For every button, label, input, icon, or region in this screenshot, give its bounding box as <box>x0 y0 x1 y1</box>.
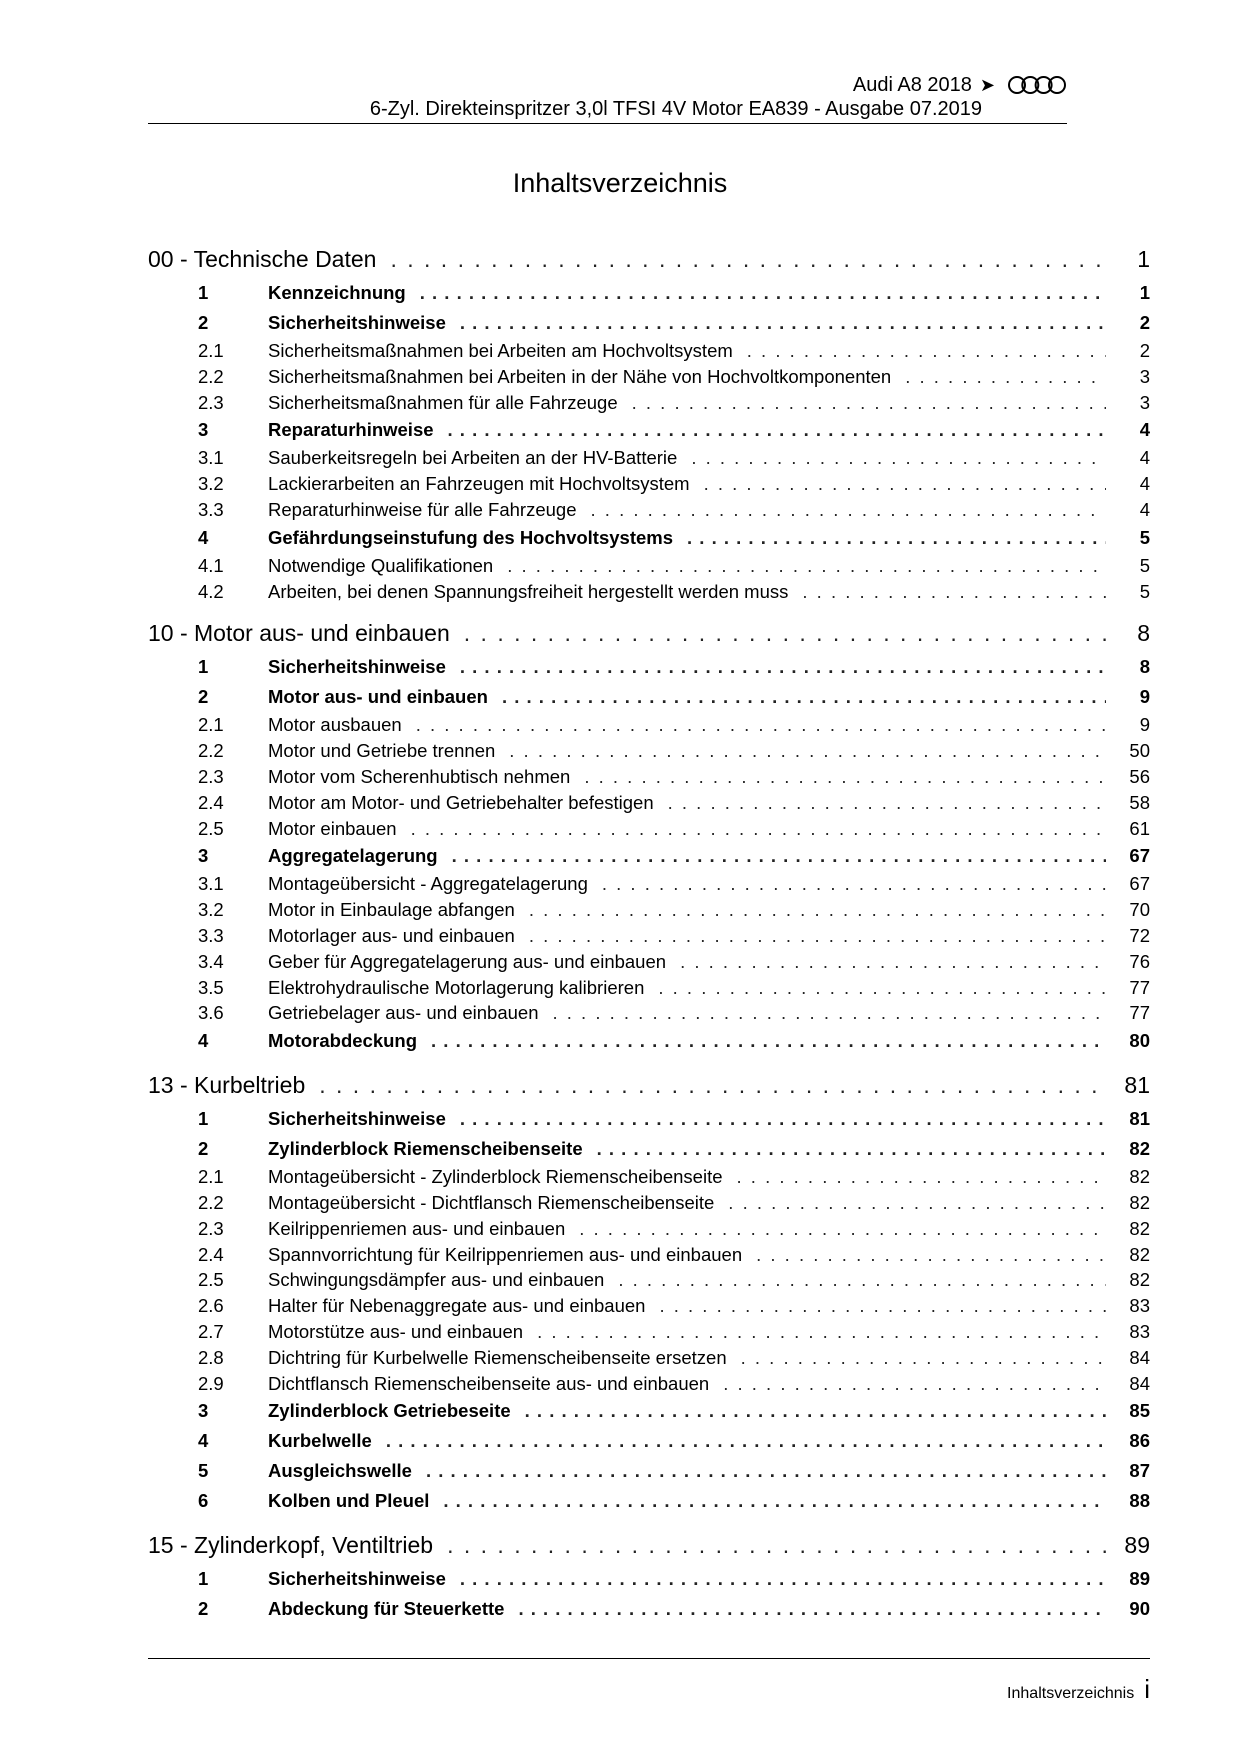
dot-leader <box>460 1564 1106 1594</box>
dot-leader <box>618 1267 1106 1293</box>
toc-page-number: 8 <box>1137 620 1150 647</box>
toc-page-number: 89 <box>1129 1568 1150 1590</box>
toc-entry-number: 2.3 <box>198 765 224 787</box>
car-model: Audi A8 2018 <box>852 73 972 96</box>
toc-entry-title: Motor einbauen <box>268 817 397 839</box>
toc-entry-number: 1 <box>198 1568 209 1590</box>
toc-page-number: 82 <box>1129 1138 1150 1160</box>
toc-entry-title: Dichtring für Kurbelwelle Riemenscheibenseite ersetzen <box>268 1346 727 1368</box>
toc-page-number: 2 <box>1139 312 1150 333</box>
toc-entry-number: 2.2 <box>198 1191 224 1213</box>
toc-page-number: 3 <box>1139 391 1150 413</box>
toc-section-row[interactable] <box>148 1486 1150 1516</box>
dot-leader <box>597 1134 1106 1164</box>
toc-page-number: 1 <box>1139 282 1150 303</box>
toc-section-row[interactable] <box>148 1564 1150 1594</box>
toc-sub-row[interactable] <box>148 816 1150 842</box>
dot-leader <box>416 712 1106 738</box>
toc-section-row[interactable] <box>148 278 1150 308</box>
toc-sub-row[interactable] <box>148 1164 1150 1190</box>
dot-leader <box>529 923 1106 949</box>
dot-leader <box>411 816 1106 842</box>
toc-entry-title: Motor vom Scherenhubtisch nehmen <box>268 765 571 787</box>
dot-leader <box>668 790 1106 816</box>
toc-entry-title: Dichtflansch Riemenscheibenseite aus- und einbauen <box>268 1372 710 1394</box>
toc-sub-row[interactable] <box>148 1319 1150 1345</box>
dot-leader <box>584 764 1106 790</box>
toc-page-number: 77 <box>1129 976 1150 998</box>
dot-leader <box>509 738 1106 764</box>
toc-page-number: 83 <box>1129 1295 1150 1317</box>
dot-leader <box>518 1594 1106 1624</box>
toc-page-number: 81 <box>1124 1072 1150 1099</box>
toc-entry-title: Keilrippenriemen aus- und einbauen <box>268 1217 566 1239</box>
toc-page-number: 8 <box>1139 656 1150 678</box>
toc-entry-title: Reparaturhinweise für alle Fahrzeuge <box>268 498 577 520</box>
toc-entry-number: 2.9 <box>198 1372 224 1394</box>
toc-entry-number: 2 <box>198 686 209 708</box>
dot-leader <box>747 338 1106 364</box>
dot-leader <box>659 1293 1106 1319</box>
toc-entry-number: 2.8 <box>198 1346 224 1368</box>
toc-entry-title: 15 - Zylinderkopf, Ventiltrieb <box>148 1532 434 1559</box>
toc-sub-row[interactable] <box>148 871 1150 897</box>
toc-sub-row[interactable] <box>148 897 1150 923</box>
toc-sub-row[interactable] <box>148 738 1150 764</box>
toc-entry-title: Geber für Aggregatelagerung aus- und einbauen <box>268 950 667 972</box>
toc-entry-title: Zylinderblock Riemenscheibenseite <box>268 1138 583 1160</box>
toc-entry-title: Motor in Einbaulage abfangen <box>268 899 515 921</box>
toc-section-row[interactable] <box>148 1026 1150 1056</box>
toc-page-number: 9 <box>1139 686 1150 708</box>
dot-leader <box>447 1526 1106 1564</box>
dot-leader <box>704 471 1106 497</box>
toc-page-number: 83 <box>1129 1320 1150 1342</box>
toc-sub-row[interactable] <box>148 975 1150 1001</box>
toc-section-row[interactable] <box>148 1426 1150 1456</box>
toc-sub-row[interactable] <box>148 1371 1150 1397</box>
toc-section-row[interactable] <box>148 1134 1150 1164</box>
toc-section-row[interactable] <box>148 1396 1150 1426</box>
toc-page-number: 77 <box>1129 1002 1150 1024</box>
toc-sub-row[interactable] <box>148 1267 1150 1293</box>
toc-page-number: 87 <box>1129 1460 1150 1482</box>
toc-page-number: 72 <box>1129 924 1150 946</box>
toc-entry-number: 2.1 <box>198 714 224 736</box>
toc-entry-number: 2.1 <box>198 1166 224 1188</box>
toc-sub-row[interactable] <box>148 338 1150 364</box>
toc-page-number: 82 <box>1129 1269 1150 1291</box>
toc-entry-title: Sicherheitshinweise <box>268 1568 446 1590</box>
toc-entry-number: 3.5 <box>198 976 224 998</box>
toc-entry-number: 2.4 <box>198 791 224 813</box>
toc-entry-number: 1 <box>198 282 209 303</box>
toc-page-number: 67 <box>1129 845 1150 867</box>
toc-section-row[interactable] <box>148 308 1150 338</box>
toc-page-number: 4 <box>1139 498 1150 520</box>
toc-entry-number: 2 <box>198 1598 209 1620</box>
toc-entry-title: Kennzeichnung <box>268 282 406 303</box>
toc-section-row[interactable] <box>148 652 1150 682</box>
toc-sub-row[interactable] <box>148 553 1150 579</box>
toc-page-number: 85 <box>1129 1400 1150 1422</box>
toc-entry-title: Sicherheitsmaßnahmen bei Arbeiten in der Nähe von Hochvoltkomponenten <box>268 365 892 387</box>
toc-entry-title: Motor und Getriebe trennen <box>268 740 496 762</box>
toc-entry-number: 2 <box>198 1138 209 1160</box>
toc-sub-row[interactable] <box>148 790 1150 816</box>
dot-leader <box>452 841 1106 871</box>
toc-page-number: 2 <box>1139 340 1150 361</box>
toc-entry-number: 2.1 <box>198 340 224 361</box>
toc-entry-number: 2.7 <box>198 1320 224 1342</box>
toc-sub-row[interactable] <box>148 364 1150 390</box>
toc-page-number: 86 <box>1129 1430 1150 1452</box>
toc-chapter-row[interactable] <box>148 240 1150 278</box>
dot-leader <box>460 1104 1106 1134</box>
toc-page-number: 82 <box>1129 1243 1150 1265</box>
footer-rule <box>148 1658 1150 1659</box>
toc-sub-row[interactable] <box>148 923 1150 949</box>
toc-entry-title: 00 - Technische Daten <box>148 246 377 272</box>
toc-page-number: 9 <box>1139 714 1150 736</box>
toc-entry-number: 2.4 <box>198 1243 224 1265</box>
dot-leader <box>507 553 1106 579</box>
toc-section-row[interactable] <box>148 682 1150 712</box>
toc-entry-number: 2.5 <box>198 1269 224 1291</box>
dot-leader <box>319 1066 1106 1104</box>
toc-entry-number: 3.6 <box>198 1002 224 1024</box>
toc-entry-number: 3 <box>198 1400 209 1422</box>
toc-entry-number: 3.2 <box>198 899 224 921</box>
dot-leader <box>443 1486 1106 1516</box>
toc-entry-number: 4 <box>198 526 209 548</box>
toc-page-number: 82 <box>1129 1191 1150 1213</box>
dot-leader <box>502 682 1106 712</box>
toc-entry-number: 1 <box>198 656 209 678</box>
dot-leader <box>756 1242 1106 1268</box>
toc-entry-number: 4 <box>198 1430 209 1452</box>
toc-sub-row[interactable] <box>148 471 1150 497</box>
toc-page-number: 89 <box>1124 1532 1150 1559</box>
toc-page-number: 84 <box>1129 1372 1150 1394</box>
toc-entry-title: Sicherheitsmaßnahmen bei Arbeiten am Hochvoltsystem <box>268 340 733 361</box>
toc-entry-title: Sicherheitshinweise <box>268 312 446 333</box>
toc-entry-number: 3.2 <box>198 473 224 495</box>
toc-sub-row[interactable] <box>148 497 1150 523</box>
toc-chapter-row[interactable] <box>148 614 1150 652</box>
toc-sub-row[interactable] <box>148 1242 1150 1268</box>
toc-entry-title: Kolben und Pleuel <box>268 1490 430 1512</box>
toc-page-number: 76 <box>1129 950 1150 972</box>
toc-page-number: 88 <box>1129 1490 1150 1512</box>
toc-chapter-row[interactable] <box>148 1066 1150 1104</box>
toc-entry-title: Sicherheitshinweise <box>268 656 446 678</box>
toc-page-number: 61 <box>1129 817 1150 839</box>
toc-entry-title: 13 - Kurbeltrieb <box>148 1072 306 1099</box>
toc-entry-number: 3 <box>198 845 209 867</box>
dot-leader <box>741 1345 1106 1371</box>
toc-entry-number: 3 <box>198 419 209 441</box>
toc-entry-number: 3.1 <box>198 447 224 469</box>
toc-entry-title: Notwendige Qualifikationen <box>268 554 494 576</box>
toc-page-number: 5 <box>1139 580 1150 602</box>
toc-sub-row[interactable] <box>148 1293 1150 1319</box>
dot-leader <box>632 390 1106 416</box>
toc-chapter-row[interactable] <box>148 1526 1150 1564</box>
toc-entry-title: Motor aus- und einbauen <box>268 686 488 708</box>
dot-leader <box>687 523 1106 553</box>
toc-section-row[interactable] <box>148 523 1150 553</box>
dot-leader <box>426 1456 1106 1486</box>
toc-section-row[interactable] <box>148 1104 1150 1134</box>
dot-leader <box>390 240 1106 278</box>
toc-entry-number: 3.3 <box>198 924 224 946</box>
toc-page-number: 4 <box>1139 473 1150 495</box>
toc-page-number: 82 <box>1129 1217 1150 1239</box>
toc-page-number: 80 <box>1129 1030 1150 1052</box>
toc-entry-title: Aggregatelagerung <box>268 845 438 867</box>
toc-page-number: 82 <box>1129 1166 1150 1188</box>
page-title: Inhaltsverzeichnis <box>512 168 728 198</box>
toc-entry-title: Gefährdungseinstufung des Hochvoltsystems <box>268 526 674 548</box>
toc-page-number: 1 <box>1137 246 1150 272</box>
toc-entry-title: Sicherheitsmaßnahmen für alle Fahrzeuge <box>268 391 618 413</box>
dot-leader <box>591 497 1106 523</box>
toc-entry-number: 2.6 <box>198 1295 224 1317</box>
toc-page-number: 5 <box>1139 526 1150 548</box>
toc-entry-number: 2.2 <box>198 365 224 387</box>
toc-entry-title: Ausgleichswelle <box>268 1460 412 1482</box>
toc-entry-title: Lackierarbeiten an Fahrzeugen mit Hochvoltsystem <box>268 473 690 495</box>
dot-leader <box>802 579 1106 605</box>
toc-entry-number: 6 <box>198 1490 209 1512</box>
audi-rings-icon <box>1007 75 1067 95</box>
dot-leader <box>537 1319 1106 1345</box>
toc-entry-title: Montageübersicht - Zylinderblock Riemenscheibenseite <box>268 1166 723 1188</box>
toc-entry-title: Reparaturhinweise <box>268 419 434 441</box>
table-of-contents <box>148 240 1150 1624</box>
page-footer <box>1007 1674 1150 1705</box>
dot-leader <box>723 1371 1106 1397</box>
footer-label: Inhaltsverzeichnis <box>1007 1685 1135 1702</box>
arrow-icon: ➤ <box>979 74 995 95</box>
toc-page-number: 81 <box>1129 1108 1150 1130</box>
toc-page-number: 90 <box>1129 1598 1150 1620</box>
toc-entry-title: Elektrohydraulische Motorlagerung kalibrieren <box>268 976 645 998</box>
toc-sub-row[interactable] <box>148 1345 1150 1371</box>
header-line-1 <box>853 70 1067 100</box>
toc-section-row[interactable] <box>148 1456 1150 1486</box>
toc-page-number: 70 <box>1129 899 1150 921</box>
toc-entry-title: Motor ausbauen <box>268 714 402 736</box>
toc-sub-row[interactable] <box>148 712 1150 738</box>
dot-leader <box>737 1164 1106 1190</box>
dot-leader <box>905 364 1106 390</box>
toc-entry-number: 3.3 <box>198 498 224 520</box>
toc-entry-number: 2.3 <box>198 391 224 413</box>
dot-leader <box>728 1190 1106 1216</box>
toc-entry-number: 4.2 <box>198 580 224 602</box>
dot-leader <box>420 278 1106 308</box>
toc-page-number: 5 <box>1139 554 1150 576</box>
toc-sub-row[interactable] <box>148 1190 1150 1216</box>
toc-entry-title: Motorstütze aus- und einbauen <box>268 1320 524 1342</box>
toc-page-number: 56 <box>1129 765 1150 787</box>
toc-sub-row[interactable] <box>148 764 1150 790</box>
toc-entry-title: 10 - Motor aus- und einbauen <box>148 620 450 647</box>
toc-entry-title: Spannvorrichtung für Keilrippenriemen aus- und einbauen <box>268 1243 743 1265</box>
toc-entry-number: 3.1 <box>198 873 224 895</box>
dot-leader <box>431 1026 1106 1056</box>
dot-leader <box>529 897 1106 923</box>
toc-entry-title: Motorlager aus- und einbauen <box>268 924 515 946</box>
dot-leader <box>602 871 1106 897</box>
dot-leader <box>464 614 1106 652</box>
dot-leader <box>448 415 1106 445</box>
footer-page-number: i <box>1144 1674 1150 1704</box>
document-subtitle: 6-Zyl. Direkteinspritzer 3,0l TFSI 4V Motor EA839 - Ausgabe 07.2019 <box>369 98 982 120</box>
toc-entry-number: 2.2 <box>198 740 224 762</box>
dot-leader <box>525 1396 1106 1426</box>
toc-entry-title: Arbeiten, bei denen Spannungsfreiheit hergestellt werden muss <box>268 580 789 602</box>
toc-entry-title: Sauberkeitsregeln bei Arbeiten an der HV-Batterie <box>268 447 678 469</box>
toc-page-number: 50 <box>1129 740 1150 762</box>
toc-page-number: 4 <box>1139 447 1150 469</box>
toc-page-number: 67 <box>1129 873 1150 895</box>
toc-page-number: 3 <box>1139 365 1150 387</box>
toc-entry-title: Zylinderblock Getriebeseite <box>268 1400 511 1422</box>
toc-entry-title: Halter für Nebenaggregate aus- und einbauen <box>268 1295 646 1317</box>
dot-leader <box>386 1426 1106 1456</box>
toc-entry-title: Sicherheitshinweise <box>268 1108 446 1130</box>
toc-sub-row[interactable] <box>148 445 1150 471</box>
toc-entry-title: Abdeckung für Steuerkette <box>268 1598 505 1620</box>
toc-entry-title: Montageübersicht - Dichtflansch Riemenscheibenseite <box>268 1191 715 1213</box>
toc-page-number: 4 <box>1139 419 1150 441</box>
dot-leader <box>460 308 1106 338</box>
header-rule <box>148 123 1067 124</box>
toc-page-number: 84 <box>1129 1346 1150 1368</box>
toc-entry-number: 5 <box>198 1460 209 1482</box>
toc-entry-title: Montageübersicht - Aggregatelagerung <box>268 873 588 895</box>
toc-page-number: 58 <box>1129 791 1150 813</box>
toc-sub-row[interactable] <box>148 1216 1150 1242</box>
dot-leader <box>460 652 1106 682</box>
toc-sub-row[interactable] <box>148 390 1150 416</box>
toc-entry-title: Kurbelwelle <box>268 1430 372 1452</box>
toc-entry-number: 2.3 <box>198 1217 224 1239</box>
dot-leader <box>579 1216 1106 1242</box>
toc-entry-number: 2.5 <box>198 817 224 839</box>
toc-sub-row[interactable] <box>148 579 1150 605</box>
toc-section-row[interactable] <box>148 415 1150 445</box>
dot-leader <box>691 445 1106 471</box>
toc-sub-row[interactable] <box>148 1000 1150 1026</box>
dot-leader <box>680 949 1106 975</box>
toc-entry-title: Motorabdeckung <box>268 1030 418 1052</box>
toc-entry-number: 1 <box>198 1108 209 1130</box>
toc-entry-number: 4.1 <box>198 554 224 576</box>
toc-entry-title: Getriebelager aus- und einbauen <box>268 1002 539 1024</box>
toc-sub-row[interactable] <box>148 949 1150 975</box>
toc-entry-title: Schwingungsdämpfer aus- und einbauen <box>268 1269 605 1291</box>
dot-leader <box>553 1000 1107 1026</box>
toc-entry-number: 4 <box>198 1030 209 1052</box>
toc-section-row[interactable] <box>148 841 1150 871</box>
toc-entry-number: 2 <box>198 312 209 333</box>
toc-entry-title: Motor am Motor- und Getriebehalter befestigen <box>268 791 654 813</box>
toc-entry-number: 3.4 <box>198 950 224 972</box>
dot-leader <box>658 975 1106 1001</box>
toc-section-row[interactable] <box>148 1594 1150 1624</box>
